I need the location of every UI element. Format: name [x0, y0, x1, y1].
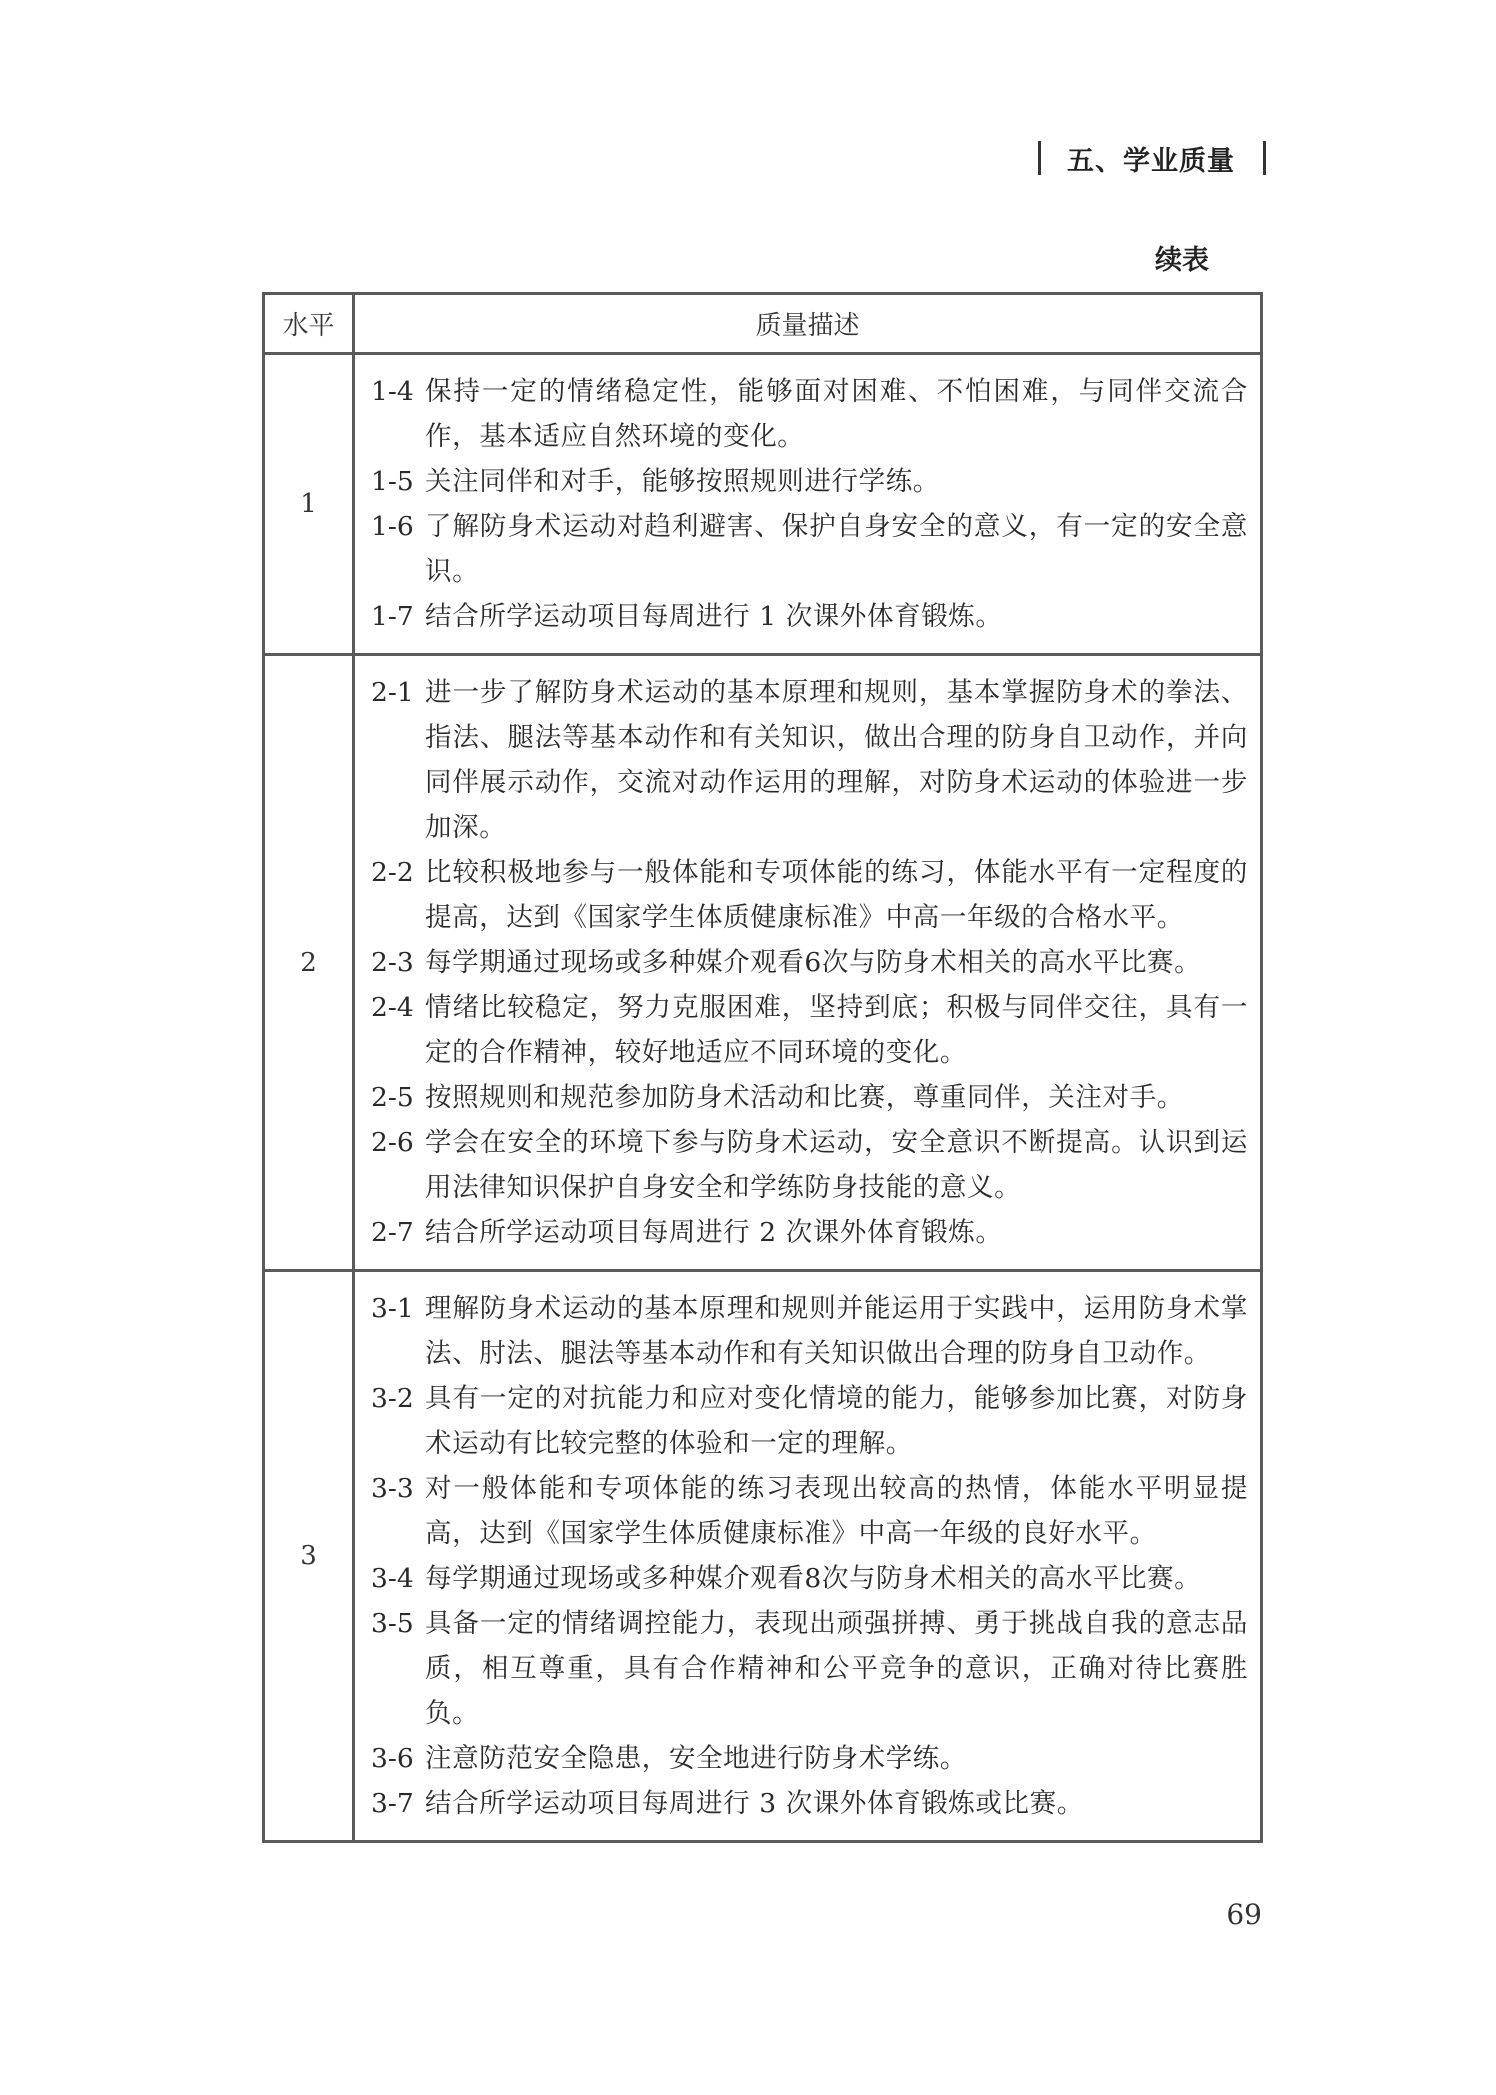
item-text: 具有一定的对抗能力和应对变化情境的能力，能够参加比赛，对防身术运动有比较完整的体验和一定的理解。: [425, 1383, 1248, 1459]
item-text: 关注同伴和对手，能够按照规则进行学练。: [425, 466, 940, 497]
item-code: 2-3: [371, 947, 414, 978]
list-item: [371, 1210, 1248, 1255]
description-column-header: 质量描述: [354, 294, 1262, 354]
level-column-header: 水平: [264, 294, 354, 354]
item-text: 具备一定的情绪调控能力，表现出顽强拼搏、勇于挑战自我的意志品质，相互尊重，具有合作精神和公平竞争的意识，正确对待比赛胜负。: [425, 1608, 1248, 1729]
item-text: 比较积极地参与一般体能和专项体能的练习，体能水平有一定程度的提高，达到《国家学生体质健康标准》中高一年级的合格水平。: [425, 857, 1248, 933]
table-header-row: [264, 294, 1262, 354]
quality-table: [262, 292, 1263, 1843]
item-text: 每学期通过现场或多种媒介观看8次与防身术相关的高水平比赛。: [425, 1563, 1202, 1594]
list-item: [371, 940, 1248, 985]
item-text: 注意防范安全隐患，安全地进行防身术学练。: [425, 1743, 967, 1774]
table-row: [264, 655, 1262, 1271]
item-code: 1-7: [371, 601, 414, 632]
item-text: 了解防身术运动对趋利避害、保护自身安全的意义，有一定的安全意识。: [425, 511, 1248, 587]
item-code: 1-4: [371, 376, 414, 407]
item-text: 按照规则和规范参加防身术活动和比赛，尊重同伴，关注对手。: [425, 1082, 1184, 1113]
item-code: 3-6: [371, 1743, 414, 1774]
page-number: 69: [1226, 1898, 1262, 1931]
list-item: [371, 594, 1248, 639]
item-text: 进一步了解防身术运动的基本原理和规则，基本掌握防身术的拳法、指法、腿法等基本动作和有关知识，做出合理的防身自卫动作，并向同伴展示动作，交流对动作运用的理解，对防身术运动的体验进一步加深。: [425, 677, 1248, 843]
list-item: [371, 1601, 1248, 1736]
list-item: [371, 1376, 1248, 1466]
description-cell: [354, 655, 1262, 1271]
table-row: [264, 1271, 1262, 1842]
item-code: 3-3: [371, 1473, 414, 1504]
item-code: 2-1: [371, 677, 414, 708]
list-item: [371, 850, 1248, 940]
item-text: 每学期通过现场或多种媒介观看6次与防身术相关的高水平比赛。: [425, 947, 1202, 978]
item-code: 3-1: [371, 1293, 414, 1324]
item-code: 3-7: [371, 1788, 414, 1819]
list-item: [371, 369, 1248, 459]
item-code: 2-5: [371, 1082, 414, 1113]
continued-table-label: 续表: [1155, 245, 1209, 276]
table-header: [264, 294, 1262, 354]
item-text: 结合所学运动项目每周进行 3 次课外体育锻炼或比赛。: [425, 1788, 1084, 1819]
item-text: 学会在安全的环境下参与防身术运动，安全意识不断提高。认识到运用法律知识保护自身安全和学练防身技能的意义。: [425, 1127, 1248, 1203]
table-row: [264, 354, 1262, 655]
item-code: 1-5: [371, 466, 414, 497]
list-item: [371, 1286, 1248, 1376]
item-code: 2-6: [371, 1127, 414, 1158]
item-code: 1-6: [371, 511, 414, 542]
item-code: 3-4: [371, 1563, 414, 1594]
section-title: 五、学业质量: [1067, 145, 1235, 177]
item-text: 结合所学运动项目每周进行 2 次课外体育锻炼。: [425, 1217, 1003, 1248]
level-cell: 1: [264, 354, 354, 655]
item-code: 2-4: [371, 992, 414, 1023]
list-item: [371, 1736, 1248, 1781]
item-code: 2-2: [371, 857, 414, 888]
list-item: [371, 985, 1248, 1075]
list-item: [371, 459, 1248, 504]
item-text: 保持一定的情绪稳定性，能够面对困难、不怕困难，与同伴交流合作，基本适应自然环境的变化。: [425, 376, 1248, 452]
item-code: 3-5: [371, 1608, 414, 1639]
list-item: [371, 1556, 1248, 1601]
item-text: 理解防身术运动的基本原理和规则并能运用于实践中，运用防身术掌法、肘法、腿法等基本动作和有关知识做出合理的防身自卫动作。: [425, 1293, 1248, 1369]
level-cell: 3: [264, 1271, 354, 1842]
description-cell: [354, 354, 1262, 655]
list-item: [371, 670, 1248, 850]
table-body: [264, 354, 1262, 1842]
list-item: [371, 1466, 1248, 1556]
item-text: 结合所学运动项目每周进行 1 次课外体育锻炼。: [425, 601, 1003, 632]
item-code: 3-2: [371, 1383, 414, 1414]
running-header: [1038, 138, 1266, 178]
level-cell: 2: [264, 655, 354, 1271]
item-text: 对一般体能和专项体能的练习表现出较高的热情，体能水平明显提高，达到《国家学生体质健康标准》中高一年级的良好水平。: [425, 1473, 1248, 1549]
list-item: [371, 1120, 1248, 1210]
item-code: 2-7: [371, 1217, 414, 1248]
list-item: [371, 1075, 1248, 1120]
list-item: [371, 504, 1248, 594]
item-text: 情绪比较稳定，努力克服困难，坚持到底；积极与同伴交往，具有一定的合作精神，较好地适应不同环境的变化。: [425, 992, 1248, 1068]
description-cell: [354, 1271, 1262, 1842]
header-right-bar: [1263, 141, 1266, 175]
list-item: [371, 1781, 1248, 1826]
